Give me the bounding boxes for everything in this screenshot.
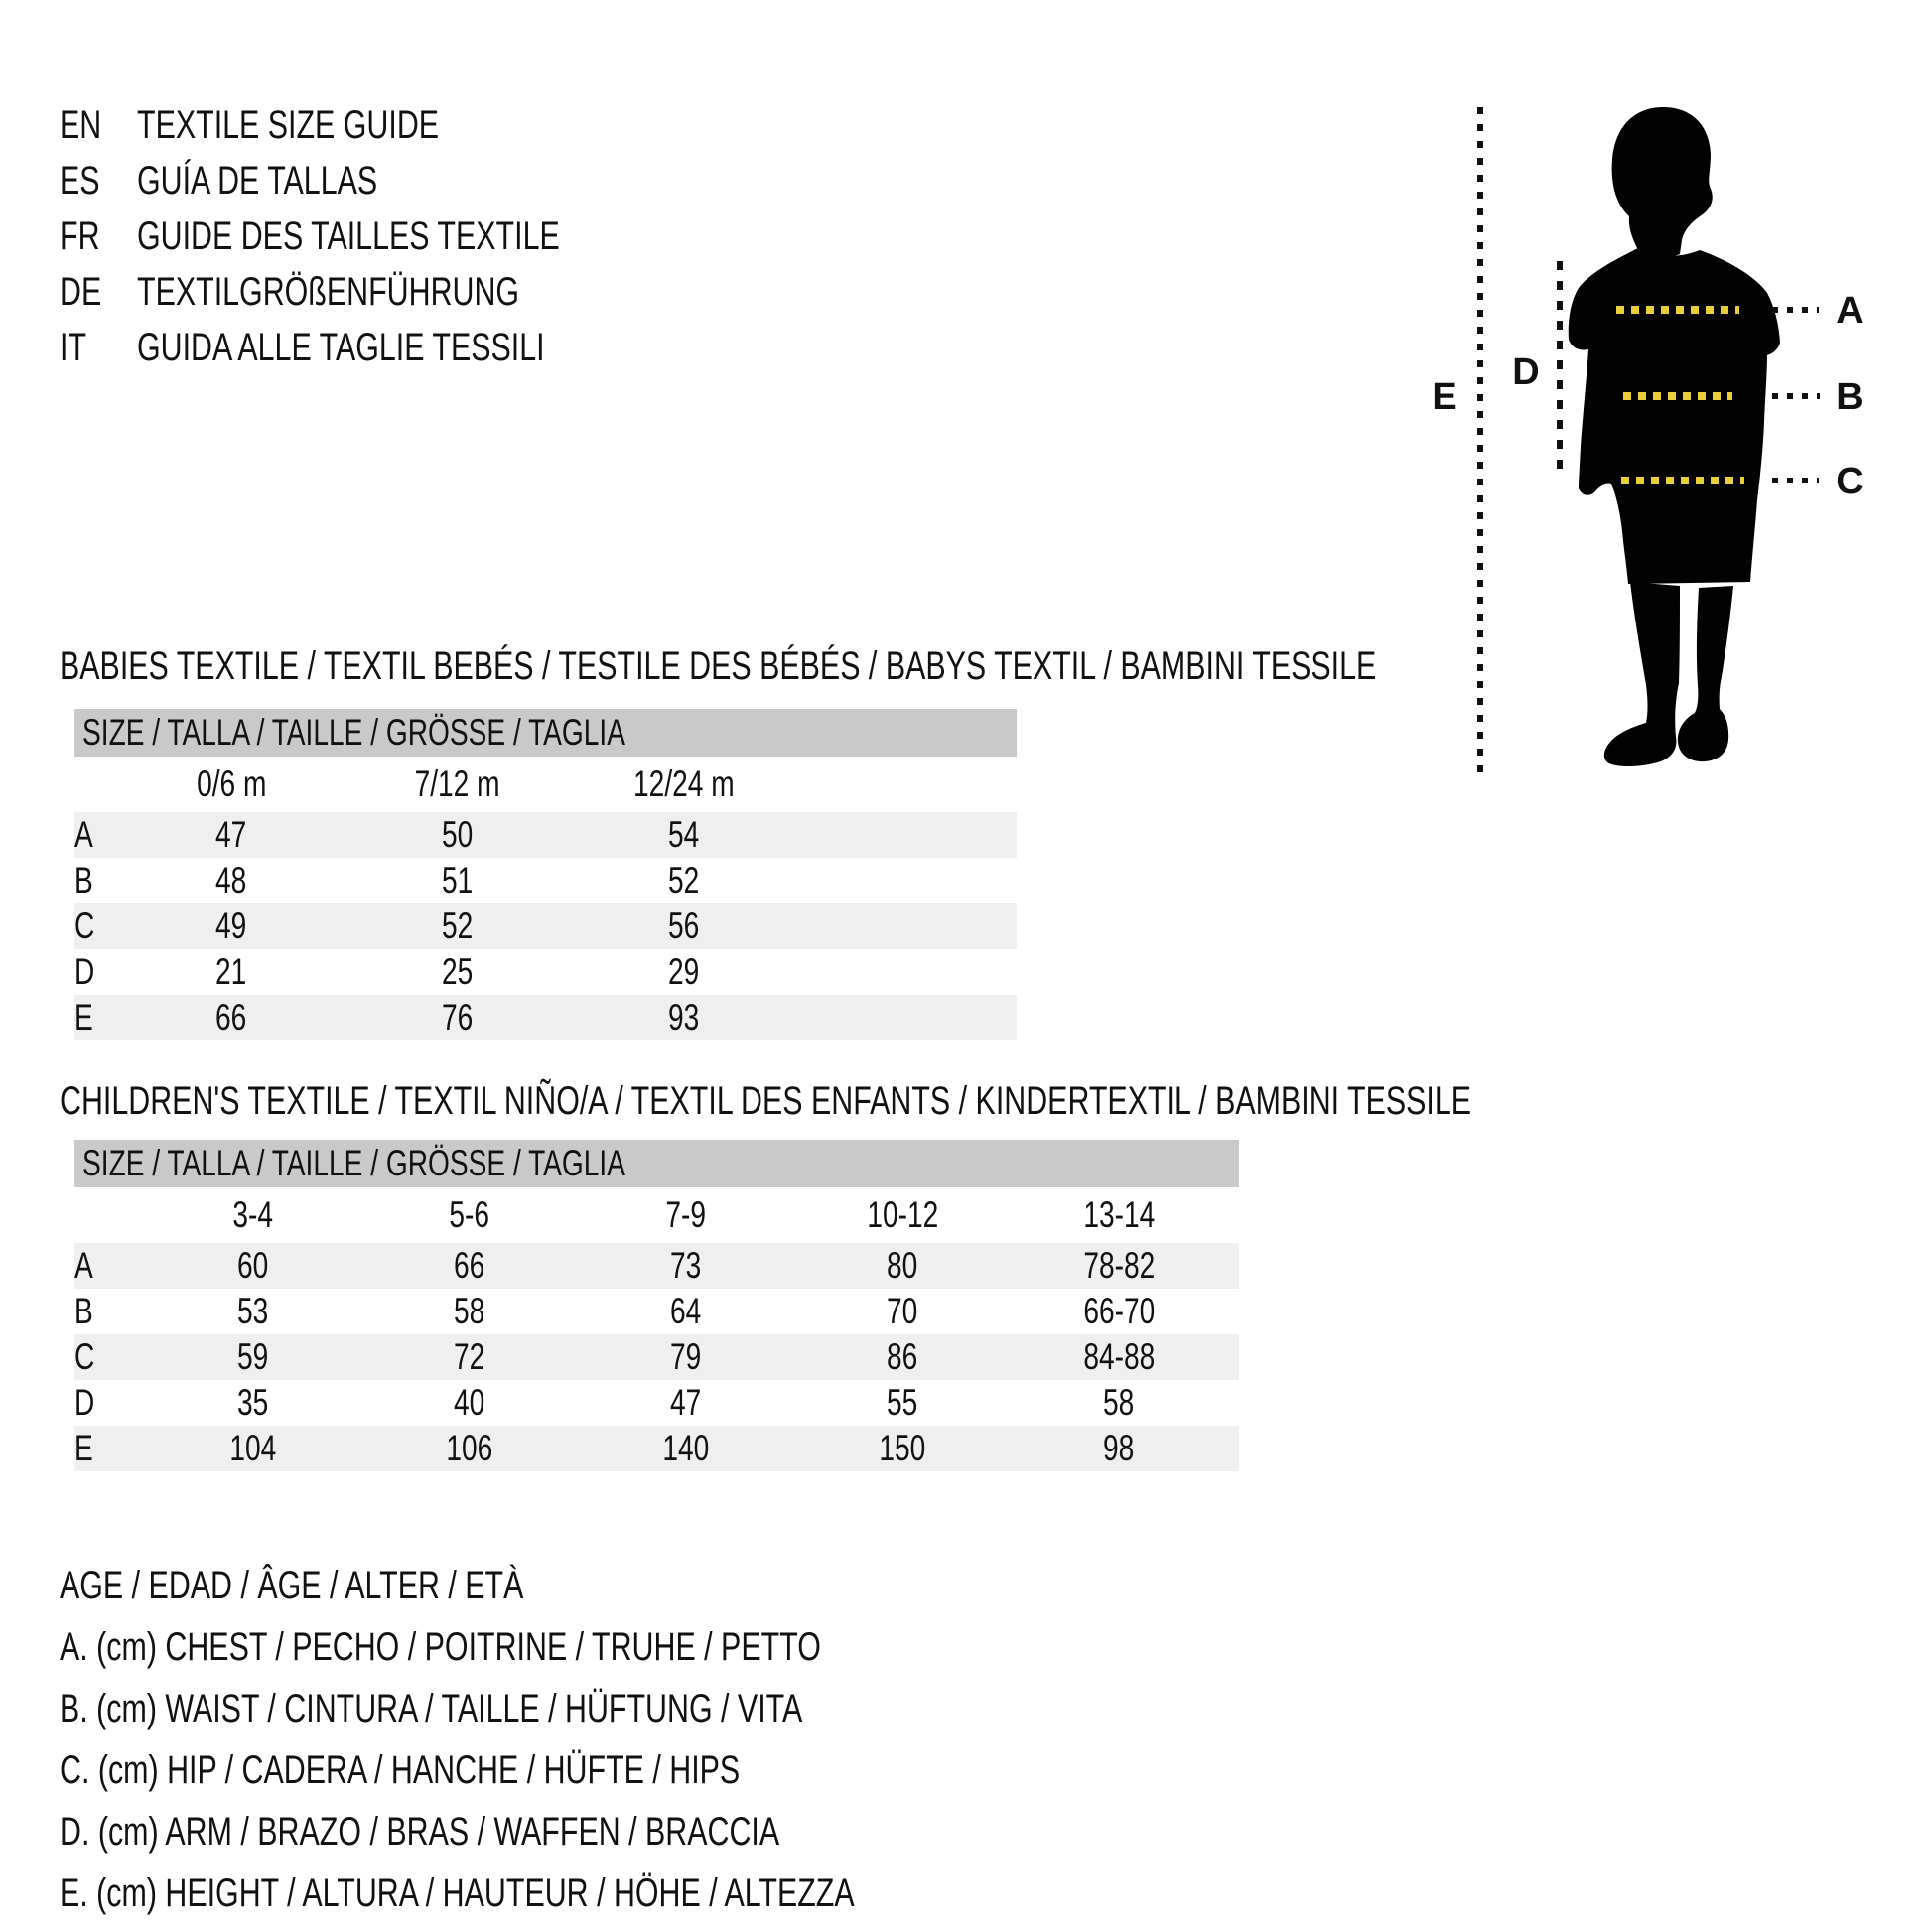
table-cell xyxy=(118,903,345,949)
row-label-text: C xyxy=(74,905,95,946)
children-size-table xyxy=(74,1140,1239,1471)
table-cell xyxy=(345,949,571,995)
legend-text: A. (cm) CHEST / PECHO / POITRINE / TRUHE / PETTO xyxy=(60,1625,821,1669)
table-cell xyxy=(571,903,797,949)
table-cell xyxy=(345,903,571,949)
filler-cell xyxy=(797,995,1017,1040)
cell-value: 51 xyxy=(442,860,474,900)
cell-value: 47 xyxy=(670,1382,702,1423)
row-label xyxy=(74,903,118,949)
row-label-text: E xyxy=(74,997,93,1037)
legend-waist-row xyxy=(60,1678,1105,1739)
filler-cell xyxy=(1227,1380,1239,1426)
language-row-de xyxy=(60,264,693,320)
children-table-grid xyxy=(74,1187,1239,1471)
row-label xyxy=(74,1380,145,1426)
row-label-text: A xyxy=(74,814,93,855)
cell-value: 140 xyxy=(662,1428,710,1468)
cell-value: 47 xyxy=(215,814,247,855)
column-header-text: 3-4 xyxy=(232,1194,274,1235)
column-header xyxy=(571,757,797,812)
cell-value: 25 xyxy=(442,951,474,992)
legend-age-row xyxy=(60,1555,1105,1616)
table-row xyxy=(74,858,1017,903)
language-title: GUÍA DE TALLAS xyxy=(137,159,378,203)
cell-value: 84-88 xyxy=(1083,1336,1155,1377)
table-cell xyxy=(1011,1380,1227,1426)
silhouette-head xyxy=(1612,107,1713,258)
cell-value: 50 xyxy=(442,814,474,855)
babies-size-header-bar xyxy=(74,709,1017,757)
row-label-text: C xyxy=(74,1336,95,1377)
row-label xyxy=(74,995,118,1040)
table-cell xyxy=(345,858,571,903)
waist-label: B xyxy=(1836,376,1863,418)
babies-column-header-row xyxy=(74,757,1017,812)
legend-arm-row xyxy=(60,1801,1105,1863)
cell-value: 54 xyxy=(668,814,700,855)
table-cell xyxy=(1011,1426,1227,1471)
silhouette-torso xyxy=(1569,248,1780,584)
size-header-text: SIZE / TALLA / TAILLE / GRÖSSE / TAGLIA xyxy=(82,712,625,753)
column-header-text: 0/6 m xyxy=(196,763,267,804)
table-row xyxy=(74,1380,1239,1426)
table-cell xyxy=(578,1243,794,1289)
language-row-it xyxy=(60,320,693,375)
table-cell xyxy=(145,1289,361,1334)
cell-value: 86 xyxy=(887,1336,918,1377)
row-label-text: B xyxy=(74,860,93,900)
cell-value: 76 xyxy=(442,997,474,1037)
cell-value: 40 xyxy=(454,1382,485,1423)
table-cell xyxy=(345,995,571,1040)
row-label-text: D xyxy=(74,1382,95,1423)
row-label xyxy=(74,1426,145,1471)
filler-cell xyxy=(797,903,1017,949)
table-cell xyxy=(118,812,345,858)
cell-value: 56 xyxy=(668,905,700,946)
column-header xyxy=(578,1187,794,1243)
column-header xyxy=(794,1187,1011,1243)
column-header-text: 10-12 xyxy=(867,1194,938,1235)
filler-cell xyxy=(797,757,1017,812)
cell-value: 29 xyxy=(668,951,700,992)
cell-value: 60 xyxy=(237,1245,269,1286)
filler-cell xyxy=(797,949,1017,995)
row-label xyxy=(74,1334,145,1380)
table-cell xyxy=(361,1380,578,1426)
column-header xyxy=(361,1187,578,1243)
cell-value: 80 xyxy=(887,1245,918,1286)
children-size-header-bar xyxy=(74,1140,1239,1187)
measurement-legend xyxy=(60,1555,1105,1924)
table-cell xyxy=(571,812,797,858)
cell-value: 52 xyxy=(442,905,474,946)
cell-value: 78-82 xyxy=(1083,1245,1155,1286)
child-measurement-figure xyxy=(1420,89,1916,824)
legend-hip-row xyxy=(60,1739,1105,1801)
children-column-header-row xyxy=(74,1187,1239,1243)
filler-cell xyxy=(1227,1187,1239,1243)
table-cell xyxy=(145,1243,361,1289)
cell-value: 48 xyxy=(215,860,247,900)
row-label xyxy=(74,1243,145,1289)
table-row xyxy=(74,1289,1239,1334)
height-label: E xyxy=(1432,376,1457,418)
filler-cell xyxy=(1227,1243,1239,1289)
table-cell xyxy=(361,1243,578,1289)
table-cell xyxy=(794,1426,1011,1471)
table-row xyxy=(74,1426,1239,1471)
row-label-text: E xyxy=(74,1428,93,1468)
cell-value: 55 xyxy=(887,1382,918,1423)
legend-text: D. (cm) ARM / BRAZO / BRAS / WAFFEN / BRACCIA xyxy=(60,1810,780,1854)
column-header-text: 12/24 m xyxy=(633,763,735,804)
cell-value: 93 xyxy=(668,997,700,1037)
table-cell xyxy=(361,1334,578,1380)
cell-value: 72 xyxy=(454,1336,485,1377)
cell-value: 35 xyxy=(237,1382,269,1423)
legend-height-row xyxy=(60,1863,1105,1924)
table-cell xyxy=(578,1289,794,1334)
cell-value: 66-70 xyxy=(1083,1291,1155,1331)
legend-text: AGE / EDAD / ÂGE / ALTER / ETÀ xyxy=(60,1564,524,1607)
babies-table-grid xyxy=(74,757,1017,1040)
column-header xyxy=(118,757,345,812)
table-cell xyxy=(794,1334,1011,1380)
column-header-text: 7/12 m xyxy=(415,763,500,804)
corner-cell xyxy=(74,757,118,812)
filler-cell xyxy=(797,812,1017,858)
table-cell xyxy=(578,1380,794,1426)
cell-value: 64 xyxy=(670,1291,702,1331)
filler-cell xyxy=(1227,1426,1239,1471)
table-cell xyxy=(794,1243,1011,1289)
column-header xyxy=(345,757,571,812)
language-title: GUIDA ALLE TAGLIE TESSILI xyxy=(137,326,545,369)
column-header-text: 7-9 xyxy=(665,1194,707,1235)
cell-value: 52 xyxy=(668,860,700,900)
row-label-text: A xyxy=(74,1245,93,1286)
babies-size-table xyxy=(74,709,1017,1040)
chest-label: A xyxy=(1836,290,1863,332)
cell-value: 21 xyxy=(215,951,247,992)
filler-cell xyxy=(1227,1334,1239,1380)
cell-value: 98 xyxy=(1103,1428,1135,1468)
table-cell xyxy=(571,858,797,903)
table-cell xyxy=(571,995,797,1040)
table-row xyxy=(74,1334,1239,1380)
row-label xyxy=(74,858,118,903)
cell-value: 49 xyxy=(215,905,247,946)
language-title-list xyxy=(60,97,693,375)
legend-chest-row xyxy=(60,1616,1105,1678)
column-header xyxy=(145,1187,361,1243)
cell-value: 150 xyxy=(879,1428,926,1468)
cell-value: 66 xyxy=(215,997,247,1037)
table-cell xyxy=(118,995,345,1040)
arm-label: D xyxy=(1512,351,1540,393)
table-cell xyxy=(794,1289,1011,1334)
cell-value: 106 xyxy=(446,1428,493,1468)
filler-cell xyxy=(1227,1289,1239,1334)
column-header xyxy=(1011,1187,1227,1243)
table-row xyxy=(74,995,1017,1040)
cell-value: 73 xyxy=(670,1245,702,1286)
cell-value: 104 xyxy=(229,1428,277,1468)
language-row-es xyxy=(60,153,693,208)
column-header-text: 13-14 xyxy=(1083,1194,1155,1235)
language-title: TEXTILE SIZE GUIDE xyxy=(137,103,440,147)
cell-value: 66 xyxy=(454,1245,485,1286)
table-row xyxy=(74,903,1017,949)
legend-text: B. (cm) WAIST / CINTURA / TAILLE / HÜFTUNG / VITA xyxy=(60,1687,803,1730)
table-cell xyxy=(118,949,345,995)
cell-value: 58 xyxy=(454,1291,485,1331)
table-cell xyxy=(118,858,345,903)
language-code: EN xyxy=(60,103,102,147)
table-row xyxy=(74,1243,1239,1289)
cell-value: 70 xyxy=(887,1291,918,1331)
legend-text: C. (cm) HIP / CADERA / HANCHE / HÜFTE / HIPS xyxy=(60,1748,741,1792)
row-label xyxy=(74,1289,145,1334)
language-code: ES xyxy=(60,159,100,203)
column-header-text: 5-6 xyxy=(449,1194,490,1235)
corner-cell xyxy=(74,1187,145,1243)
hip-label: C xyxy=(1836,461,1863,502)
cell-value: 58 xyxy=(1103,1382,1135,1423)
table-cell xyxy=(578,1334,794,1380)
table-cell xyxy=(145,1426,361,1471)
table-cell xyxy=(1011,1334,1227,1380)
filler-cell xyxy=(797,858,1017,903)
cell-value: 79 xyxy=(670,1336,702,1377)
language-code: DE xyxy=(60,270,102,314)
table-cell xyxy=(145,1334,361,1380)
children-section-heading xyxy=(60,1078,1917,1124)
babies-heading-text: BABIES TEXTILE / TEXTIL BEBÉS / TESTILE DES BÉBÉS / BABYS TEXTIL / BAMBINI TESSILE xyxy=(60,644,1377,688)
table-cell xyxy=(145,1380,361,1426)
language-code: FR xyxy=(60,214,100,258)
row-label-text: D xyxy=(74,951,95,992)
language-title: TEXTILGRÖßENFÜHRUNG xyxy=(137,270,520,314)
table-cell xyxy=(345,812,571,858)
row-label xyxy=(74,812,118,858)
table-cell xyxy=(578,1426,794,1471)
table-cell xyxy=(361,1289,578,1334)
size-header-text: SIZE / TALLA / TAILLE / GRÖSSE / TAGLIA xyxy=(82,1143,625,1183)
cell-value: 53 xyxy=(237,1291,269,1331)
legend-text: E. (cm) HEIGHT / ALTURA / HAUTEUR / HÖHE / ALTEZZA xyxy=(60,1871,855,1915)
babies-section-heading xyxy=(60,643,1792,689)
table-cell xyxy=(1011,1243,1227,1289)
row-label-text: B xyxy=(74,1291,93,1331)
language-row-fr xyxy=(60,208,693,264)
language-title: GUIDE DES TAILLES TEXTILE xyxy=(137,214,560,258)
table-cell xyxy=(361,1426,578,1471)
table-cell xyxy=(1011,1289,1227,1334)
table-row xyxy=(74,949,1017,995)
cell-value: 59 xyxy=(237,1336,269,1377)
children-heading-text: CHILDREN'S TEXTILE / TEXTIL NIÑO/A / TEXTIL DES ENFANTS / KINDERTEXTIL / BAMBINI TESSILE xyxy=(60,1079,1472,1123)
language-code: IT xyxy=(60,326,87,369)
row-label xyxy=(74,949,118,995)
table-row xyxy=(74,812,1017,858)
language-row-en xyxy=(60,97,693,153)
table-cell xyxy=(571,949,797,995)
table-cell xyxy=(794,1380,1011,1426)
